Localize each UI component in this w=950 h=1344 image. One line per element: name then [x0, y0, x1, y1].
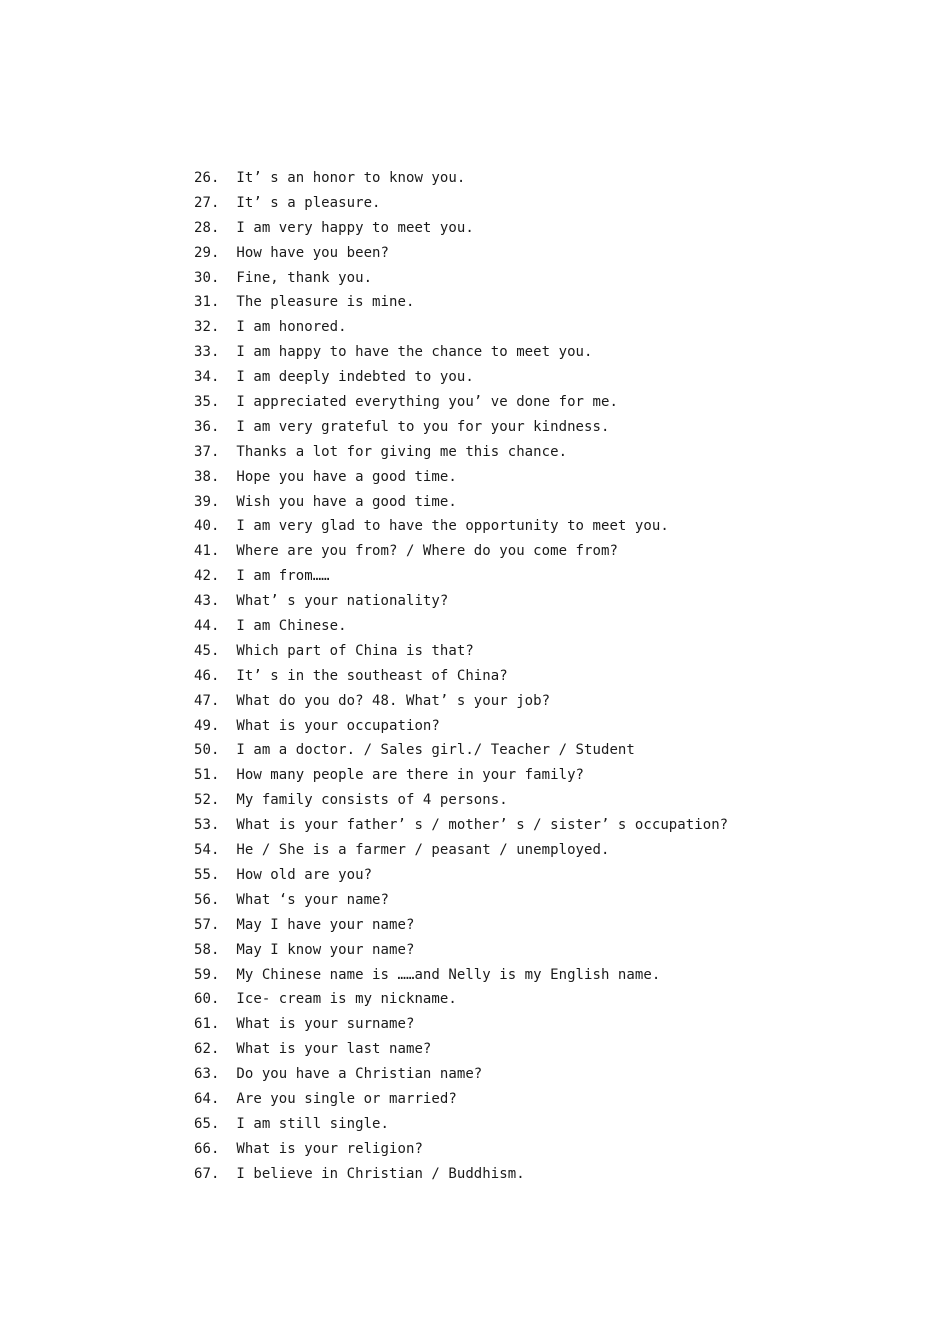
phrase-line: 36. I am very grateful to you for your kindness.: [194, 418, 610, 435]
phrase-line: 37. Thanks a lot for giving me this chance.: [194, 443, 568, 460]
phrase-line: 53. What is your father’ s / mother’ s / sister’ s occupation?: [194, 817, 729, 834]
phrase-line: 45. Which part of China is that?: [194, 642, 474, 659]
phrase-line: 46. It’ s in the southeast of China?: [194, 667, 508, 684]
phrase-line: 35. I appreciated everything you’ ve done for me.: [194, 394, 618, 411]
phrase-line: 49. What is your occupation?: [194, 717, 440, 734]
phrase-line: 31. The pleasure is mine.: [194, 294, 415, 311]
phrase-line: 65. I am still single.: [194, 1115, 390, 1132]
phrase-line: 58. May I know your name?: [194, 941, 415, 958]
phrase-line: 56. What ‘s your name?: [194, 891, 390, 908]
phrase-line: 27. It’ s a pleasure.: [194, 194, 381, 211]
phrase-line: 26. It’ s an honor to know you.: [194, 170, 466, 186]
phrase-line: 61. What is your surname?: [194, 1016, 415, 1033]
phrase-line: 54. He / She is a farmer / peasant / unemployed.: [194, 842, 610, 859]
phrase-line: 57. May I have your name?: [194, 916, 415, 933]
phrase-line: 33. I am happy to have the chance to meet you.: [194, 344, 593, 361]
phrase-line: 43. What’ s your nationality?: [194, 593, 449, 610]
phrase-line: 62. What is your last name?: [194, 1041, 432, 1058]
phrase-line: 29. How have you been?: [194, 244, 390, 261]
phrase-line: 55. How old are you?: [194, 866, 373, 883]
phrase-line: 63. Do you have a Christian name?: [194, 1066, 483, 1083]
phrase-line: 30. Fine, thank you.: [194, 269, 373, 286]
phrase-line: 38. Hope you have a good time.: [194, 468, 457, 485]
phrase-line: 47. What do you do? 48. What’ s your job?: [194, 692, 551, 709]
phrase-line: 32. I am honored.: [194, 319, 347, 336]
phrase-line: 66. What is your religion?: [194, 1140, 423, 1157]
phrase-line: 39. Wish you have a good time.: [194, 493, 457, 510]
phrase-line: 44. I am Chinese.: [194, 618, 347, 635]
phrase-line: 59. My Chinese name is ……and Nelly is my English name.: [194, 966, 661, 983]
phrase-line: 34. I am deeply indebted to you.: [194, 369, 474, 386]
phrase-list: [194, 166, 834, 1187]
phrase-line: 42. I am from……: [194, 568, 330, 585]
phrase-line: 41. Where are you from? / Where do you come from?: [194, 543, 618, 560]
phrase-line: 28. I am very happy to meet you.: [194, 219, 474, 236]
phrase-line: 50. I am a doctor. / Sales girl./ Teacher / Student: [194, 742, 635, 759]
phrase-line: 52. My family consists of 4 persons.: [194, 792, 508, 809]
phrase-line: 64. Are you single or married?: [194, 1090, 457, 1107]
phrase-line: 67. I believe in Christian / Buddhism.: [194, 1165, 525, 1182]
phrase-line: 40. I am very glad to have the opportunity to meet you.: [194, 518, 669, 535]
phrase-line: 51. How many people are there in your family?: [194, 767, 585, 784]
phrase-line: 60. Ice- cream is my nickname.: [194, 991, 457, 1008]
